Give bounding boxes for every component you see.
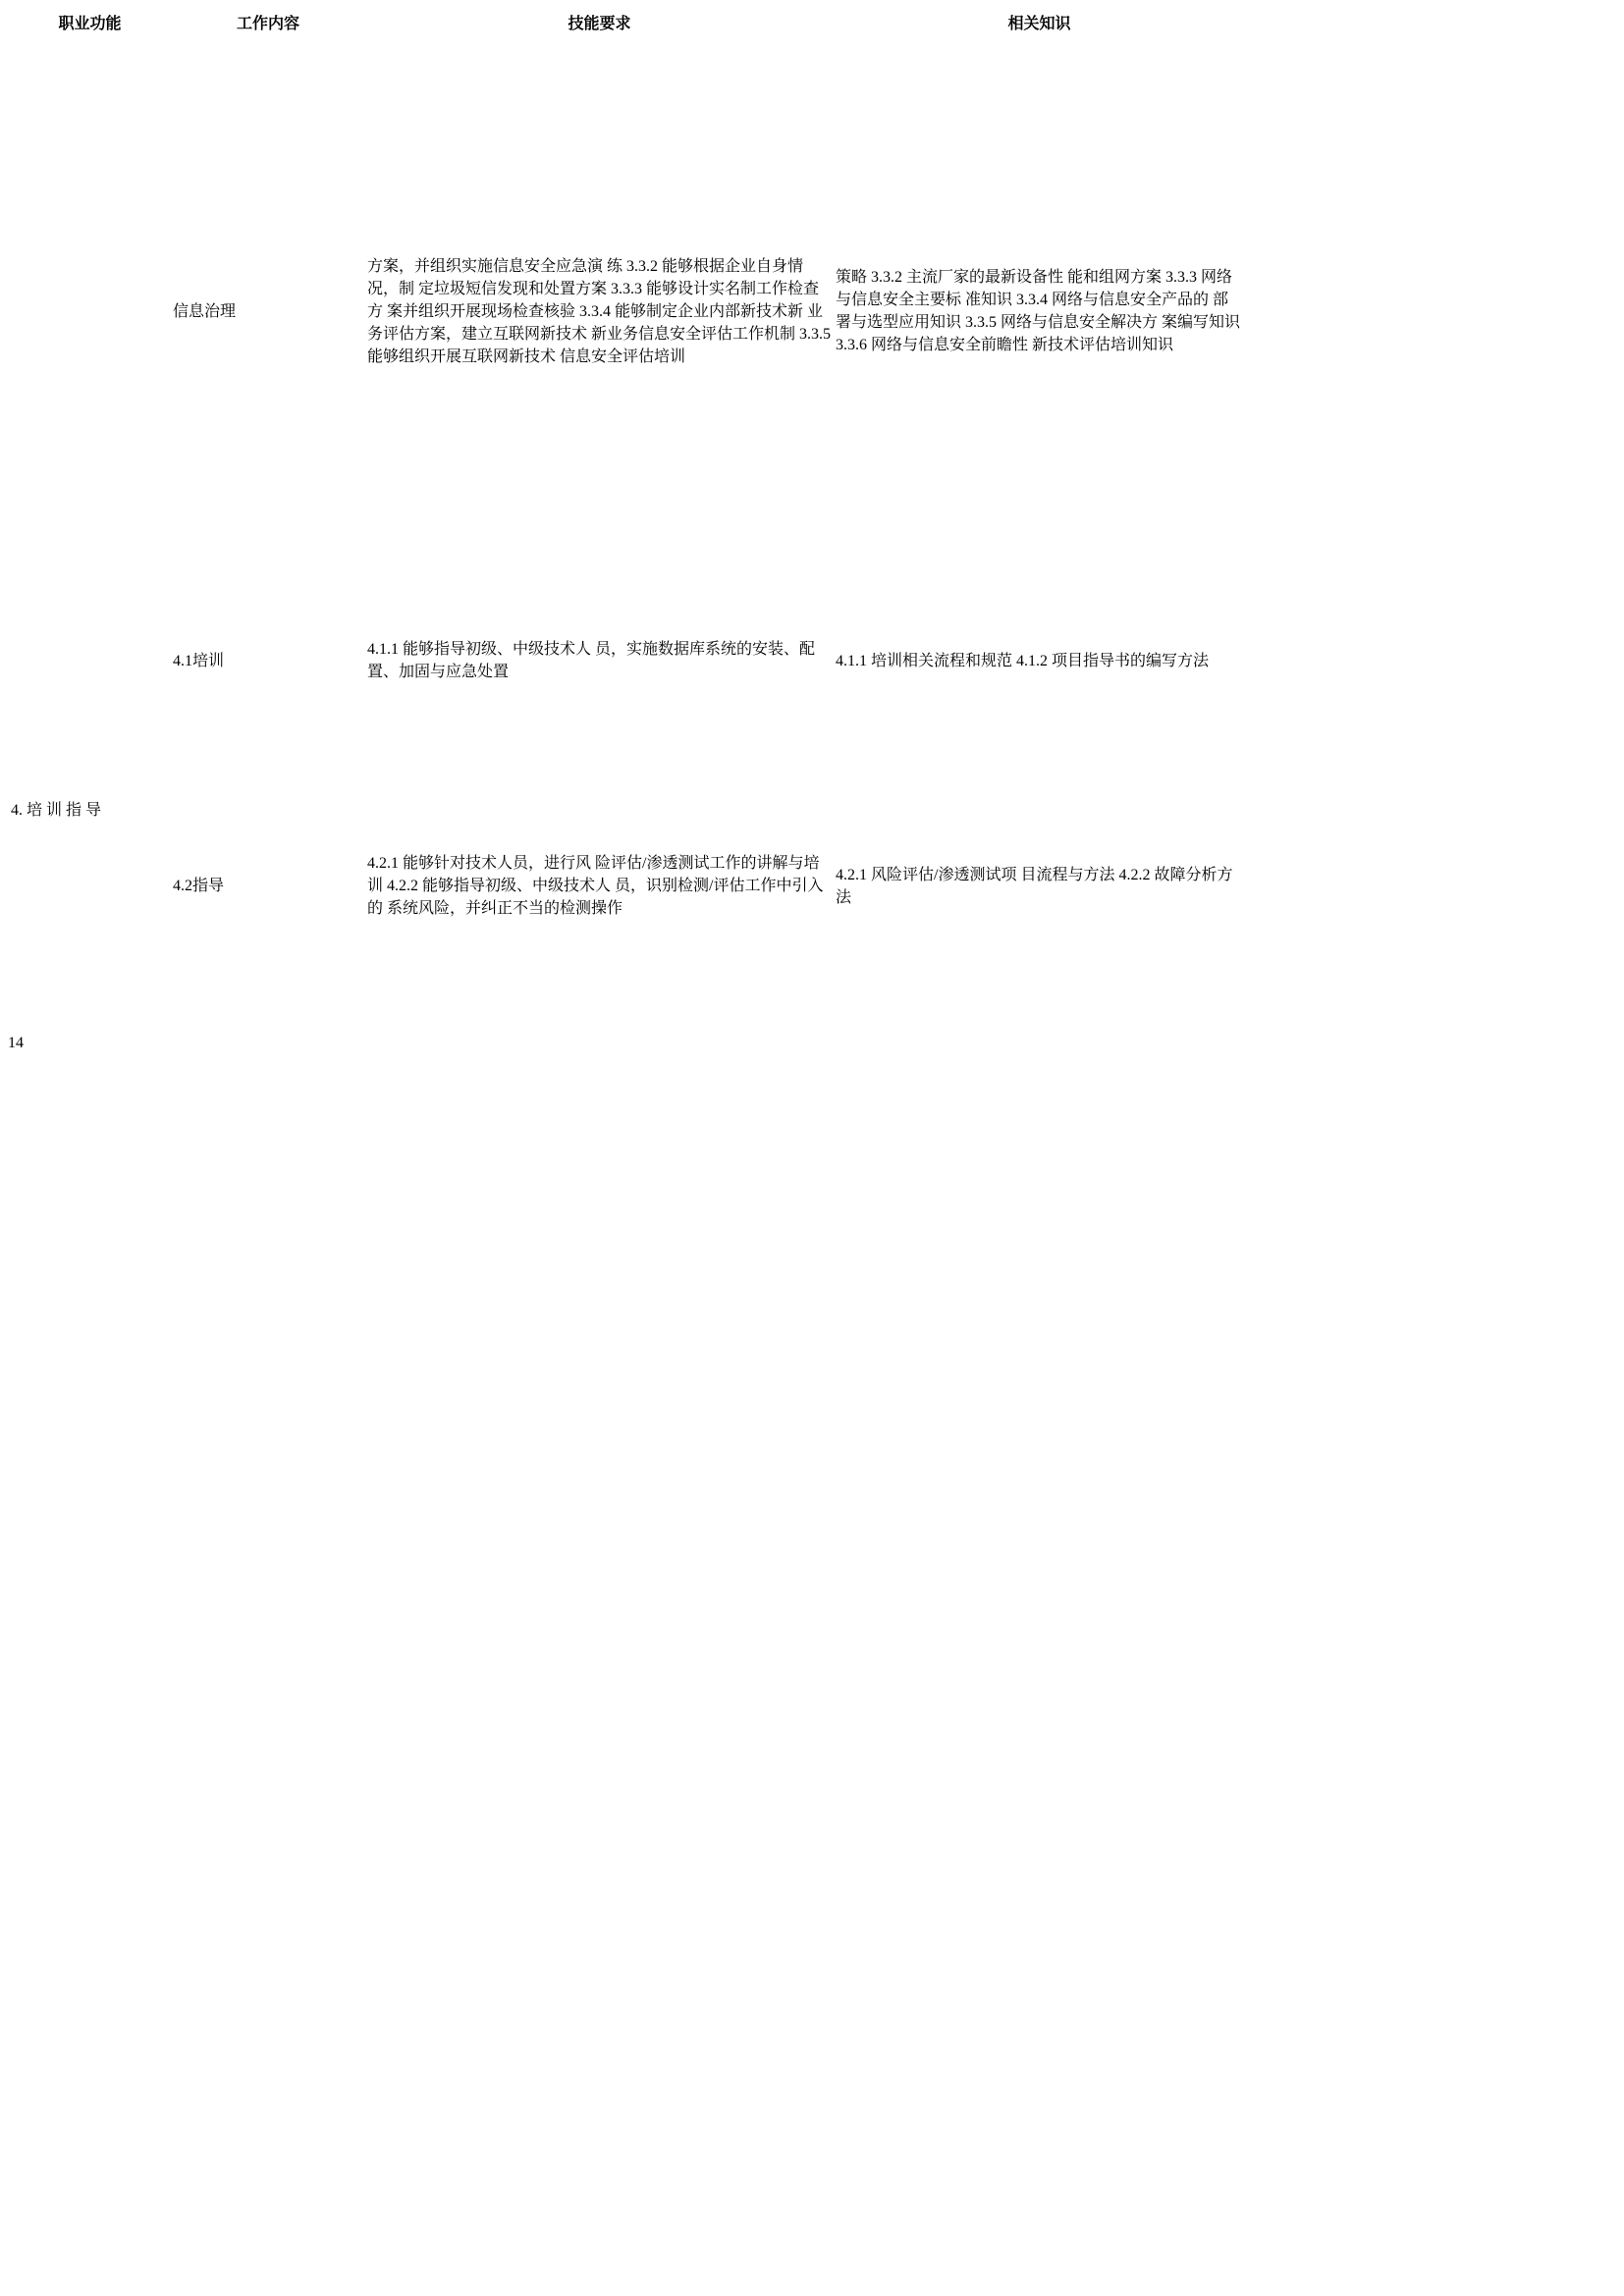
header-work-content: 工作内容 [236,16,299,32]
text-line: 策略 [836,269,868,286]
text-line: 3.3.3 能够设计实名制工作检查方 [367,280,820,320]
text-line: 练 [607,257,623,275]
text-line: 3.3.5 能够组织开展互联网新技术 [367,325,832,365]
text-line: 3.3.4 能够制定企业内部新技术新 [579,302,804,320]
function-cell [10,584,170,1033]
table-row [10,36,1244,582]
text-line: 4.1.2 项目指导书的编写方法 [1016,652,1210,669]
text-line: 案编写知识 [1162,314,1241,331]
header-related-knowledge: 相关知识 [1007,16,1071,32]
text-line: 员，实施数据库系统的安装、配 [595,641,816,658]
knowledge-cell [835,36,1244,582]
text-line: 3.3.4 网络与信息安全产品的 [1016,292,1210,308]
text-line: 4.1.1 培训相关流程和规范 [836,652,1013,669]
text-line: 4. 培 训 指 [11,802,82,819]
text-line: 准知识 [965,292,1013,308]
occupational-standard-table [8,8,1246,1035]
text-line: 定垃圾短信发现和处置方案 [418,280,608,297]
page-number: 14 [8,1035,24,1051]
text-line: 3.3.5 网络与信息安全解决方 [965,314,1159,331]
text-line: 系统风险，并纠正不当的检测操作 [387,900,623,917]
work-content-cell: 4.1培训 [173,652,225,669]
text-line: 新技术评估培训知识 [1032,337,1174,353]
text-line: 4.1.1 能够指导初级、中级技术人 [367,641,592,658]
text-line: 3.3.2 能够根据企业自身情况，制 [367,257,804,297]
text-line: 信息安全评估培训 [560,347,686,365]
function-cell [10,36,170,582]
skills-cell [366,584,833,733]
text-line: 4.2.1 能够针对技术人员，进行风 [367,855,592,872]
text-line: 3.3.2 主流厂家的最新设备性 [871,269,1064,286]
text-line: 方案，并组织实施信息安全应急演 [367,257,604,275]
text-line: 置、加固与应急处置 [367,664,510,680]
skills-cell [366,36,833,582]
knowledge-cell [835,584,1244,733]
text-line: 新业务信息安全评估工作机制 [591,325,796,343]
work-content-cell: 4.2指导 [173,878,225,894]
text-line: 案并组织开展现场检查核验 [387,302,576,320]
text-line: 导 [85,802,102,819]
table-row [10,584,1244,733]
text-line: 3.3.6 网络与信息安全前瞻性 [836,337,1029,353]
text-line: 险评估/渗透测试工作的讲解与培 [595,855,820,872]
text-line: 员，识别检测/评估工作中引入的 [367,878,824,917]
text-line: 4.2.2 故障分析方法 [836,866,1233,906]
text-line: 目流程与方法 [1020,866,1115,883]
skills-cell [366,735,833,1033]
text-line: 能和组网方案 [1067,269,1163,286]
text-line: 部署与选型应用知识 [836,292,1229,331]
knowledge-cell [835,735,1244,1033]
text-line: 4.2.2 能够指导初级、中级技术人 [387,878,612,894]
text-line: 4.2.1 风险评估/渗透测试项 [836,866,1017,883]
text-line: 3.3.3 网络与信息安全主要标 [836,269,1233,308]
text-line: 业务评估方案，建立互联网新技术 [367,302,824,343]
table-header-row [10,10,1244,34]
header-skill-requirements: 技能要求 [568,16,631,32]
text-line: 训 [367,878,384,894]
work-content-cell: 信息治理 [173,302,237,320]
table-row [10,735,1244,1033]
header-function: 职业功能 [58,16,122,32]
